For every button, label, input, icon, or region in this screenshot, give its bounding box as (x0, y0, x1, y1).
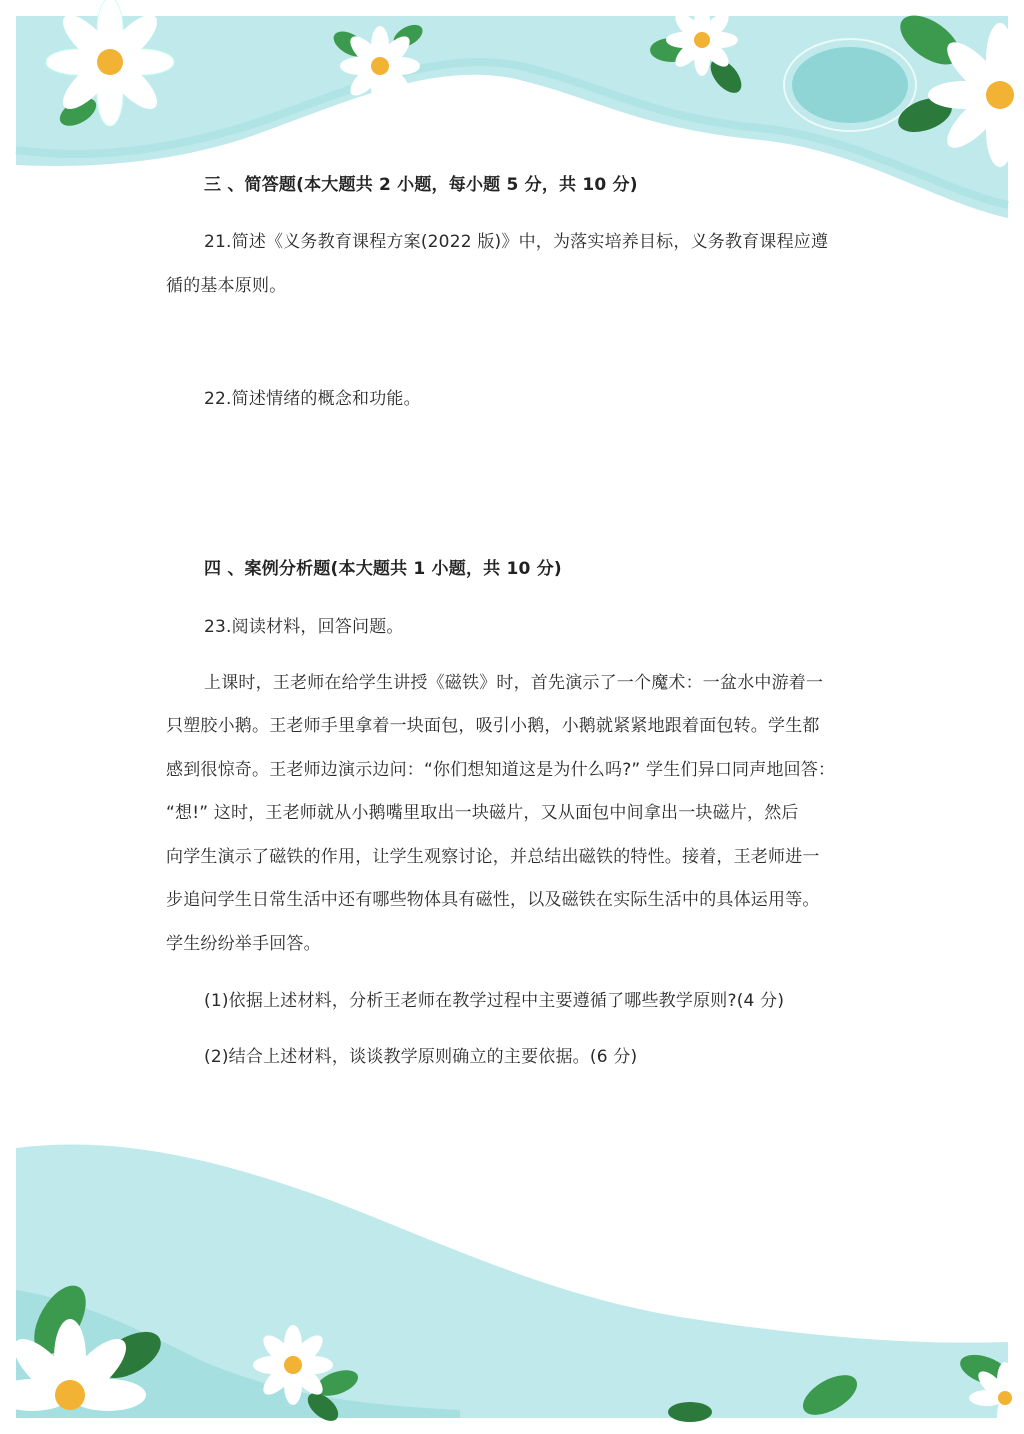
question-23: 23.阅读材料，回答问题。 (204, 617, 404, 637)
material-line-5: 向学生演示了磁铁的作用，让学生观察讨论，并总结出磁铁的特性。接着，王老师进一 (166, 847, 820, 867)
section3-heading: 三 、简答题(本大题共 2 小题，每小题 5 分，共 10 分) (204, 175, 638, 195)
material-line-4: “想!” 这时，王老师就从小鹅嘴里取出一块磁片，又从面包中间拿出一块磁片，然后 (166, 803, 799, 823)
material-line-3: 感到很惊奇。王老师边演示边问：“你们想知道这是为什么吗?” 学生们异口同声地回答： (166, 760, 836, 780)
question-22: 22.简述情绪的概念和功能。 (204, 389, 421, 409)
material-line-2: 只塑胶小鹅。王老师手里拿着一块面包，吸引小鹅，小鹅就紧紧地跟着面包转。学生都 (166, 716, 820, 736)
material-line-1: 上课时，王老师在给学生讲授《磁铁》时，首先演示了一个魔术：一盆水中游着一 (204, 673, 824, 693)
section4-heading: 四 、案例分析题(本大题共 1 小题，共 10 分) (204, 559, 562, 579)
sub-question-2: (2)结合上述材料，谈谈教学原则确立的主要依据。(6 分) (204, 1047, 638, 1067)
question-21-line-2: 循的基本原则。 (166, 276, 287, 296)
question-21-line-1: 21.简述《义务教育课程方案(2022 版)》中，为落实培养目标，义务教育课程应遵 (204, 232, 829, 252)
material-line-7: 学生纷纷举手回答。 (166, 934, 321, 954)
material-line-6: 步追问学生日常生活中还有哪些物体具有磁性，以及磁铁在实际生活中的具体运用等。 (166, 890, 820, 910)
sub-question-1: (1)依据上述材料，分析王老师在教学过程中主要遵循了哪些教学原则?(4 分) (204, 991, 785, 1011)
